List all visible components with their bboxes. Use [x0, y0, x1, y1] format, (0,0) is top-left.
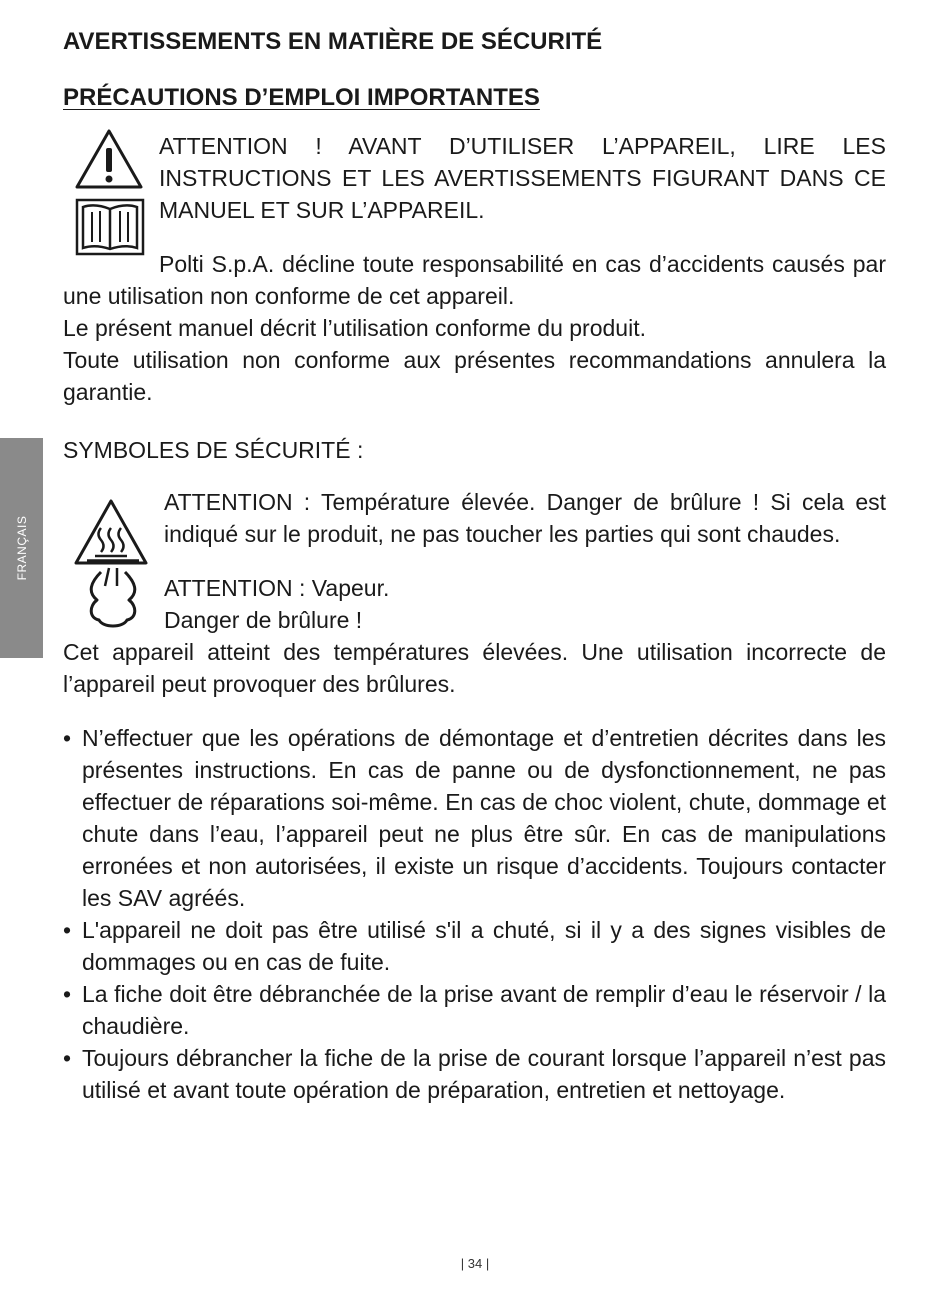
hot-warning-text: ATTENTION : Température élevée. Danger de brûlure ! Si cela est indiqué sur le produit, ne pas toucher les parties qui sont chaudes. — [164, 489, 886, 547]
steam-warning-line2: Danger de brûlure ! — [164, 607, 363, 633]
manual-usage-text: Le présent manuel décrit l’utilisation conforme du produit. — [63, 315, 646, 341]
list-item: • Toujours débrancher la fiche de la prise de courant lorsque l’appareil n’est pas utilisé et avant toute opération de préparation, entretien et nettoyage. — [63, 1042, 886, 1106]
read-manual-book-icon — [75, 198, 145, 256]
language-label: FRANÇAIS — [14, 515, 29, 581]
page-title: AVERTISSEMENTS EN MATIÈRE DE SÉCURITÉ — [63, 28, 603, 55]
disclaimer-text: Polti S.p.A. décline toute responsabilité en cas d’accidents causés par une utilisation non conforme de cet appareil. — [63, 251, 886, 309]
list-item: • La fiche doit être débranchée de la prise avant de remplir d’eau le réservoir / la chaudière. — [63, 978, 886, 1042]
steam-warning-block — [63, 572, 886, 636]
language-side-tab — [0, 438, 43, 658]
steam-icon — [83, 558, 143, 630]
list-item: • N’effectuer que les opérations de démontage et d’entretien décrites dans les présentes instructions. En cas de panne ou de dysfonctionnement, ne pas effectuer de réparations soi-même. En cas de choc violent, chute, dommage et chute dans l’eau, l’appareil peut ne plus être sûr. En cas de manipulations erronées et non autorisées, il existe un risque d’accidents. Toujours contacter les SAV agréés. — [63, 722, 886, 914]
page-number: | 34 | — [460, 1256, 490, 1271]
high-temperature-text: Cet appareil atteint des températures élevées. Une utilisation incorrecte de l’appareil peut provoquer des brûlures. — [63, 639, 886, 697]
hot-surface-icon — [73, 498, 149, 566]
page-content — [63, 24, 886, 1106]
safety-bullet-list — [63, 722, 886, 1106]
attention-intro-text: ATTENTION ! AVANT D’UTILISER L’APPAREIL, LIRE LES INSTRUCTIONS ET LES AVERTISSEMENTS FIGURANT DANS CE MANUEL ET SUR L’APPAREIL. — [159, 133, 886, 223]
list-item: • L'appareil ne doit pas être utilisé s'il a chuté, si il y a des signes visibles de dommages ou en cas de fuite. — [63, 914, 886, 978]
section-subtitle: PRÉCAUTIONS D’EMPLOI IMPORTANTES — [63, 84, 540, 111]
hot-warning-block — [63, 486, 886, 550]
safety-symbols-heading: SYMBOLES DE SÉCURITÉ : — [63, 437, 364, 463]
warning-triangle-icon — [74, 128, 144, 190]
attention-block — [63, 118, 886, 408]
steam-warning-line1: ATTENTION : Vapeur. — [164, 575, 390, 601]
warranty-text: Toute utilisation non conforme aux présentes recommandations annulera la garantie. — [63, 347, 886, 405]
